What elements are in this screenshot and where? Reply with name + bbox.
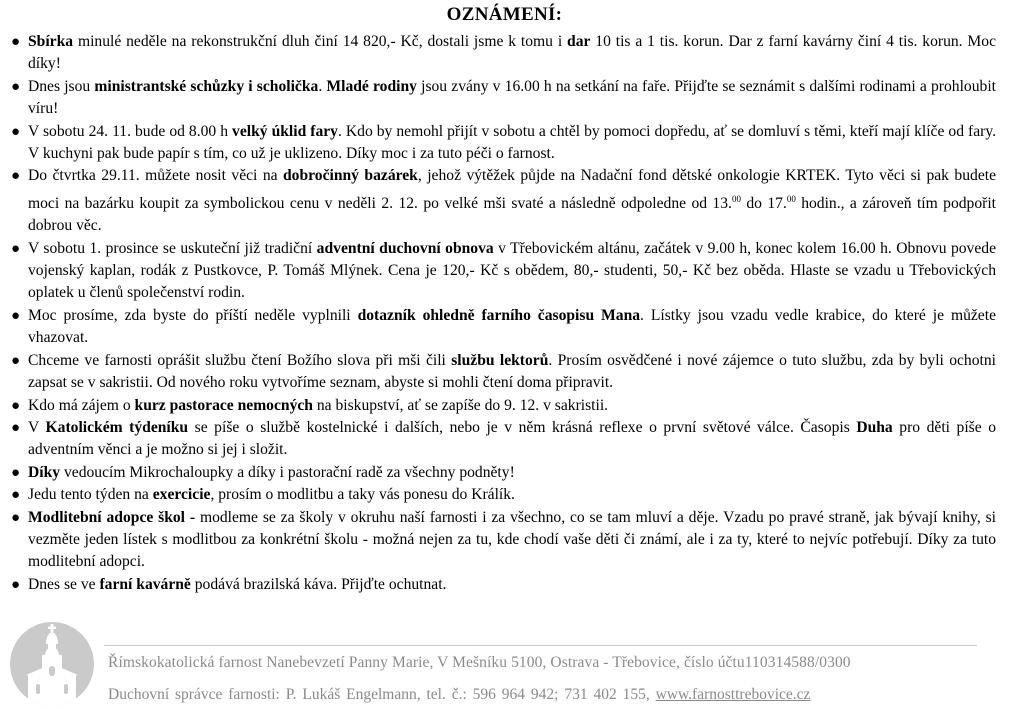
text-run: . Prosím osvědčené i nové zájemce o tuto službu, zda by byli ochotni zapsat se v sakristii. Od nového roku vytvoříme seznam, abyste si mohli čtení doma připravit.	[28, 351, 996, 392]
bold-text: Sbírka	[28, 33, 74, 50]
footer-parish-info: Římskokatolická farnost Nanebevzetí Panny Marie, V Mešníku 5100, Ostrava - Třebovice, číslo účtu110314588/0300	[108, 654, 851, 671]
bold-text: velký úklid fary	[232, 122, 338, 140]
announcement-item	[8, 462, 996, 484]
announcement-item	[8, 574, 996, 596]
bullet-icon: ●	[11, 487, 21, 504]
text-run: Chceme ve farnosti oprášit službu čtení Božího slova při mši čili	[28, 351, 452, 369]
text-run: podává brazilská káva. Přijďte ochutnat.	[190, 575, 447, 593]
text-run: Kdo má zájem o	[28, 396, 135, 414]
text-run: 10 tis a 1 tis. korun. Dar z farní kavárny činí 4 tis. korun. Moc díky!	[28, 33, 997, 73]
bold-text: službu lektorů	[451, 351, 549, 369]
bold-text: adventní duchovní obnova	[316, 239, 494, 257]
text-run: 00	[786, 193, 796, 204]
announcement-item	[8, 507, 996, 574]
text-run: na biskupství, ať se zapíše do 9. 12. v sakristii.	[312, 396, 609, 414]
text-run: Dnes jsou	[28, 77, 95, 95]
announcement-item	[8, 417, 996, 462]
announcement-item	[8, 76, 996, 121]
bold-text: Mladé rodiny	[326, 77, 417, 95]
text-run: se píše o službě kostelnické i dalších, nebo je v něm krásná reflexe o první světové válce. Časopis	[188, 418, 857, 436]
footer-contact	[108, 686, 810, 704]
announcement-item	[8, 238, 996, 305]
bullet-icon: ●	[11, 123, 21, 140]
bullet-icon: ●	[11, 168, 21, 185]
text-run: Dnes se ve	[28, 575, 100, 593]
text-run: hodin., a zároveň tím podpořit dobrou věc.	[28, 194, 996, 235]
text-run: 00	[731, 193, 741, 204]
text-run: Moc prosíme, zda byste do příští neděle vyplnili	[28, 306, 358, 324]
text-run: V sobotu 24. 11. bude od 8.00 h	[28, 122, 233, 140]
bullet-icon: ●	[11, 352, 21, 369]
bullet-icon: ●	[11, 397, 21, 414]
text-run: . Lístky jsou vzadu vedle krabice, do které je můžete vhazovat.	[28, 306, 996, 347]
text-run: do 17.	[740, 194, 787, 212]
announcement-item	[8, 31, 996, 76]
footer-divider	[104, 645, 977, 646]
bullet-icon: ●	[11, 576, 21, 593]
text-run: pro děti píše o adventním věnci a je možno si jej i složit.	[28, 418, 996, 459]
website-link[interactable]: www.farnosttrebovice.cz	[655, 686, 811, 703]
bold-text: dar	[567, 33, 591, 50]
page-title: OZNÁMENÍ:	[446, 4, 563, 25]
text-run: V	[28, 418, 46, 436]
announcement-item	[8, 484, 996, 506]
bold-text: dotazník ohledně farního časopisu Mana	[357, 306, 641, 324]
bullet-icon: ●	[11, 464, 21, 481]
announcement-item	[8, 121, 996, 166]
bullet-icon: ●	[11, 240, 21, 257]
bold-text: Katolickém týdeníku	[45, 418, 189, 436]
footer-contact-text: Duchovní správce farnosti: P. Lukáš Engelmann, tel. č.: 596 964 942; 731 402 155,	[108, 686, 656, 703]
announcement-item	[8, 395, 996, 417]
bullet-icon: ●	[11, 509, 21, 526]
text-run: Do čtvrtka 29.11. můžete nosit věci na	[28, 167, 283, 185]
text-run: Jedu tento týden na	[28, 486, 153, 504]
text-run: , prosím o modlitbu a taky vás ponesu do Králík.	[210, 486, 515, 504]
bullet-icon: ●	[11, 78, 21, 95]
bold-text: farní kavárně	[99, 575, 191, 593]
announcement-item	[8, 305, 996, 350]
bold-text: kurz pastorace nemocných	[134, 396, 313, 414]
text-run: modleme se za školy v okruhu naší farnosti i za všechno, co se tam mluví a děje. Vzadu po pravé straně, jak bývají knihy, si vezměte jeden lístek s modlitbou za konkrétní školu - možná nejen za tu, kde chodí vaše děti či známí, ale i za ty, které to nejvíc potřebují. Díky za tuto modlitební adopci.	[28, 508, 997, 571]
church-logo-icon	[10, 622, 94, 706]
bullet-icon: ●	[11, 307, 21, 324]
bold-text: Duha	[856, 418, 893, 436]
bold-text: exercicie	[152, 486, 211, 504]
text-run: v Třebovickém altánu, začátek v 9.00 h, konec kolem 16.00 h. Obnovu povede vojenský kaplan, rodák z Pustkovce, P. Tomáš Mlýnek. Cena je 120,- Kč s obědem, 80,- studenti, 50,- Kč bez oběda. Hlaste se vzadu u Třebovických oplatek u členů společenství rodin.	[28, 239, 996, 302]
bullet-icon: ●	[11, 419, 21, 436]
text-run: V sobotu 1. prosince se uskuteční již tradiční	[28, 239, 317, 257]
announcement-item	[8, 350, 996, 395]
text-run: . Kdo by nemohl přijít v sobotu a chtěl by pomoci dopředu, ať se domluví s těmi, kteří mají klíče od fary. V kuchyni pak bude papír s tím, co už je uklizeno. Díky moc i za tuto péči o farnost.	[28, 122, 997, 163]
announcement-item	[8, 165, 996, 237]
text-run: .	[318, 77, 327, 95]
bold-text: ministrantské schůzky i scholička	[94, 77, 319, 95]
bold-text: Díky	[28, 463, 61, 481]
announcement-list	[8, 31, 996, 596]
text-run: jsou zvány v 16.00 h na setkání na faře. Přijďte se seznámit s dalšími rodinami a prohloubit víru!	[28, 77, 996, 118]
bold-text: Modlitební adopce škol -	[28, 508, 196, 526]
text-run: , jehož výtěžek půjde na Nadační fond dětské onkologie KRTEK. Tyto věci si pak budete moci na bazárku koupit za symbolickou cenu v neděli 2. 12. po velké mši svaté a následně odpoledne od 13.	[28, 167, 996, 212]
text-run: minulé neděle na rekonstrukční dluh činí 14 820,- Kč, dostali jsme k tomu i	[73, 33, 568, 50]
text-run: vedoucím Mikrochaloupky a díky i pastorační radě za všechny podněty!	[60, 463, 515, 481]
bullet-icon: ●	[11, 34, 21, 50]
bold-text: dobročinný bazárek	[283, 167, 418, 185]
